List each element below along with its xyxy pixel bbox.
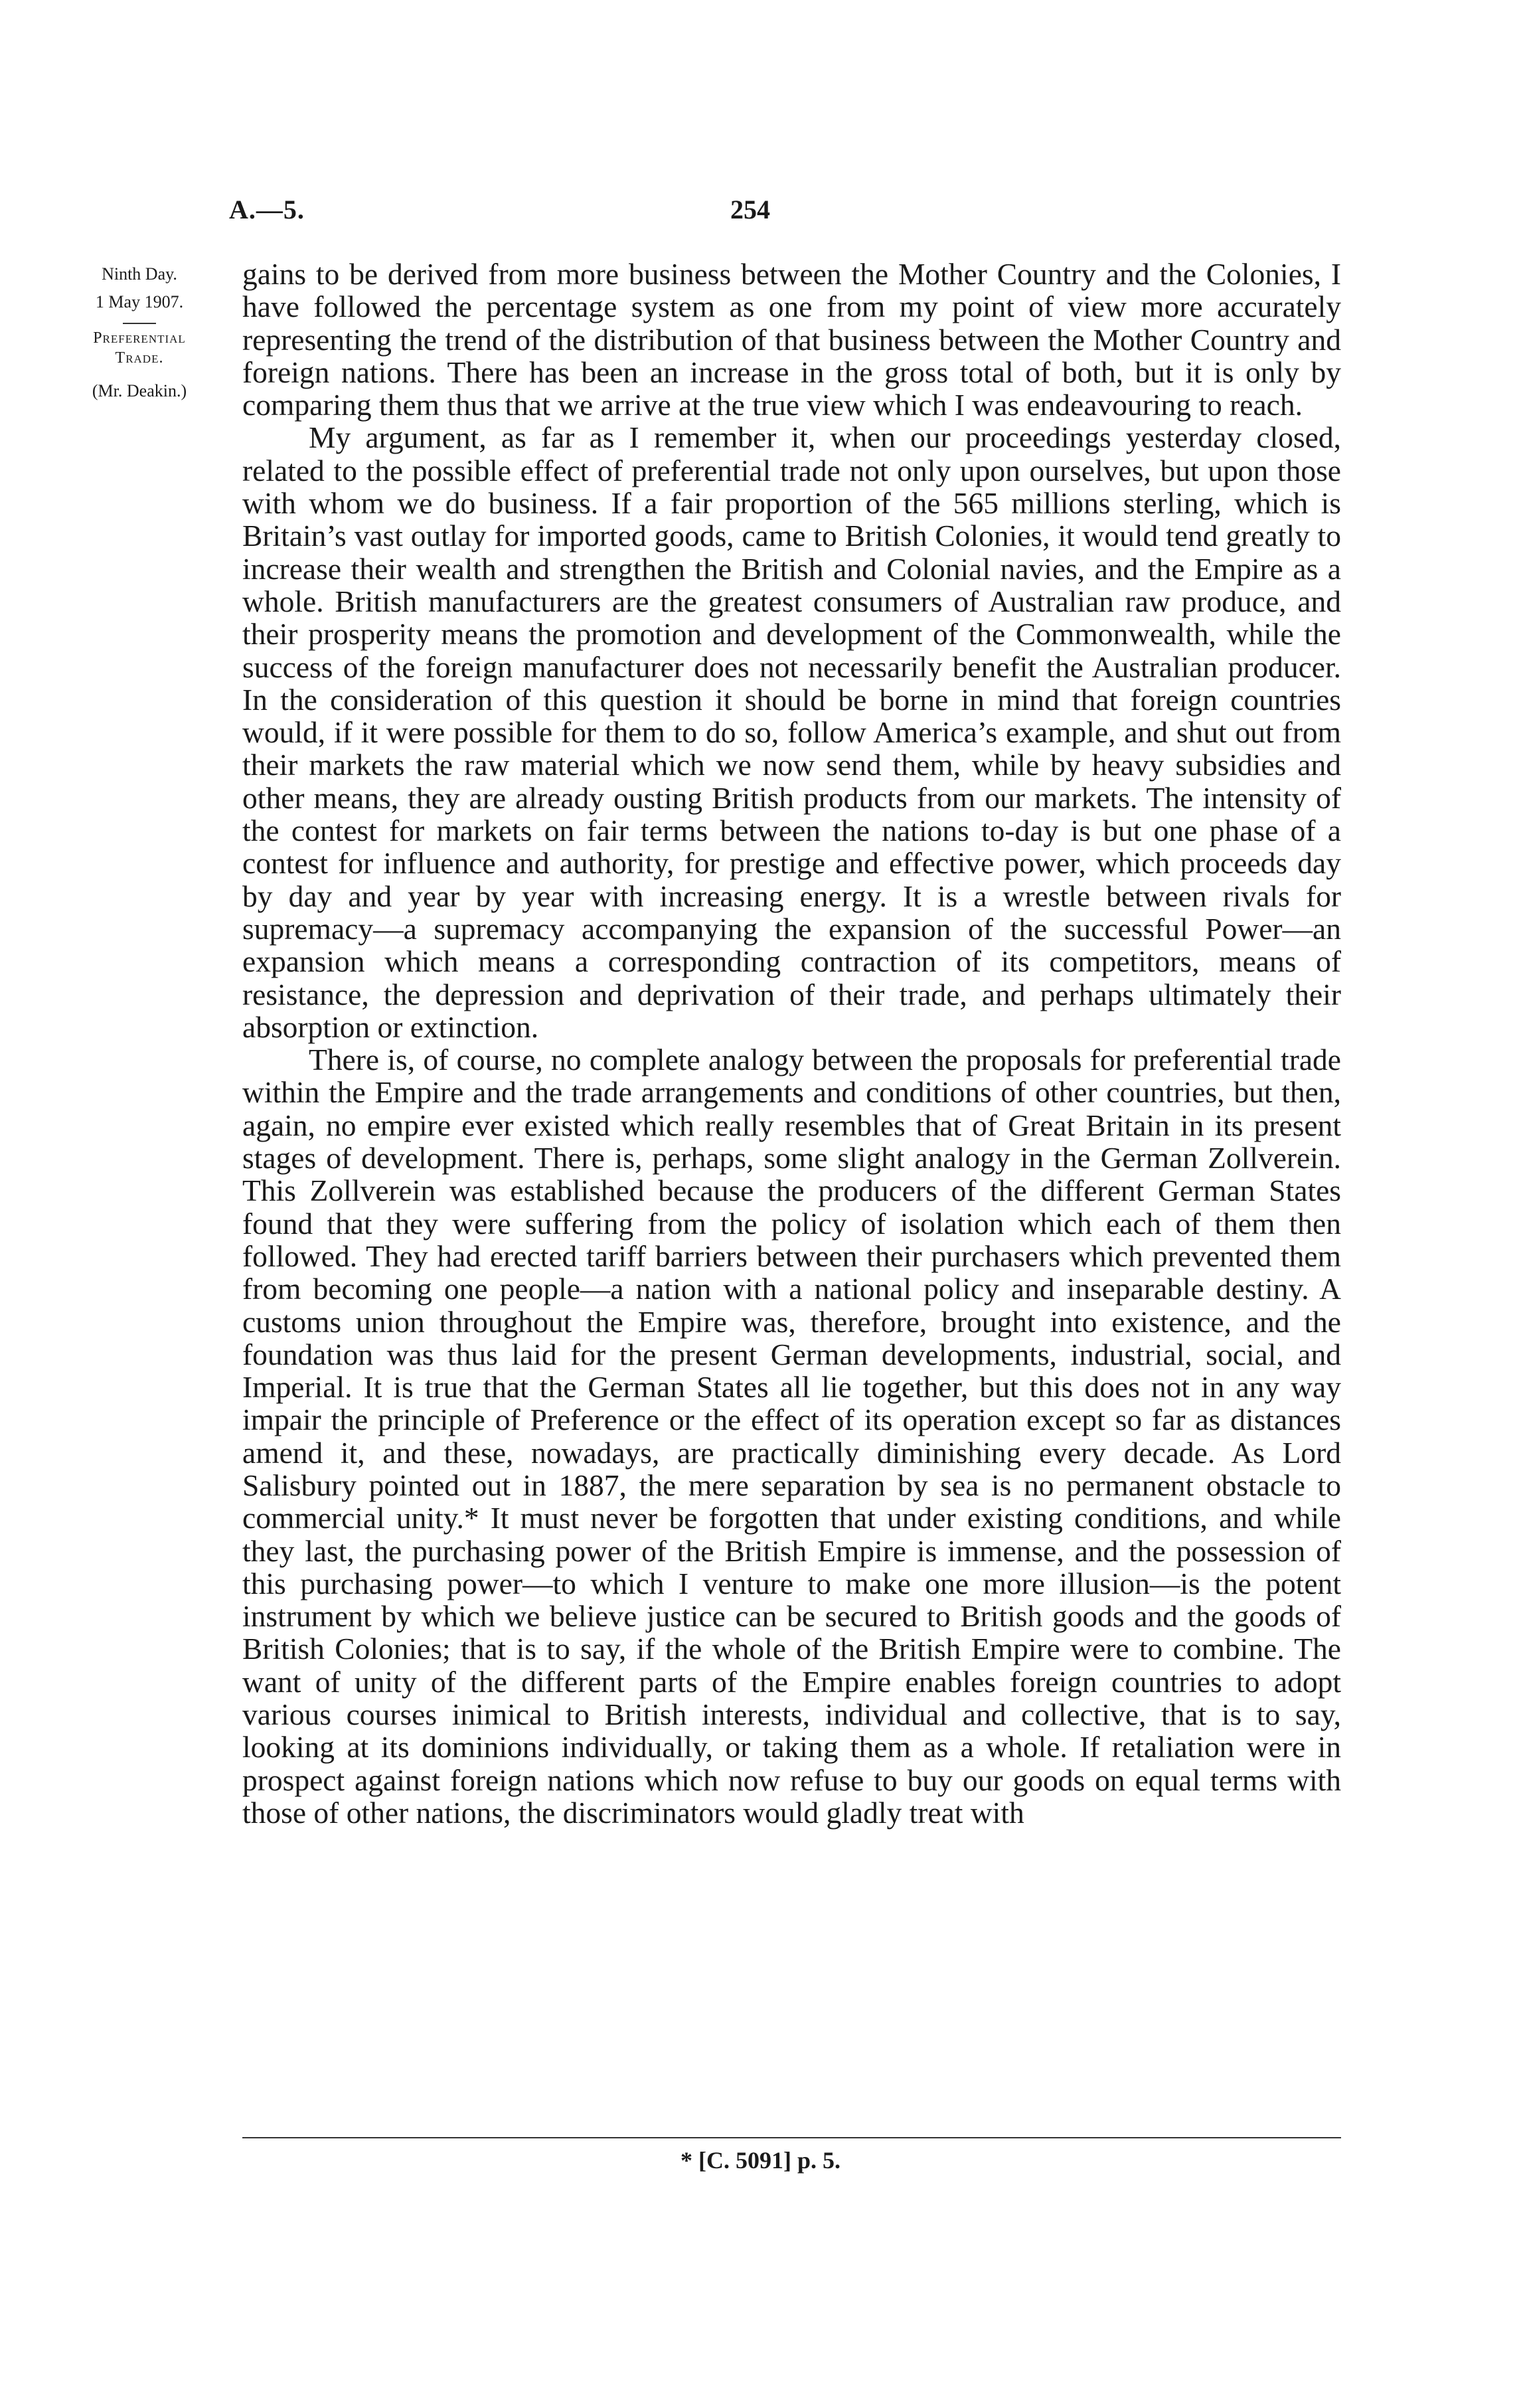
document-code: A.—5.: [229, 195, 305, 224]
margin-note: [46, 260, 232, 405]
margin-subject-line2: Trade.: [115, 349, 164, 367]
margin-date: 1 May 1907.: [95, 292, 184, 311]
margin-divider: [123, 323, 156, 324]
paragraph-3: There is, of course, no complete analogy between the proposals for preferential trade within the Empire and the trade arrangements and conditions of other countries, but then, again, no empire ever existed which really resembles that of Great Britain in its present stages of development. There is, perhaps, some slight analogy in the German Zollverein. This Zollverein was established because the producers of the different German States found that they were suffering from the policy of isolation which each of them then followed. They had erected tariff barriers between their purchasers which prevented them from becoming one people—a nation with a national policy and inseparable destiny. A customs union throughout the Empire was, therefore, brought into existence, and the foundation was thus laid for the present German developments, industrial, social, and Imperial. It is true that the German States all lie together, but this does not in any way impair the principle of Preference or the effect of its operation except so far as distances amend it, and these, nowadays, are practically diminishing every decade. As Lord Salisbury pointed out in 1887, the mere separation by sea is no permanent obstacle to commercial unity.* It must never be forgotten that under existing conditions, and while they last, the purchasing power of the British Empire is immense, and the possession of this purchasing power—to which I venture to make one more illusion—is the potent instrument by which we believe justice can be secured to British goods and the goods of British Colonies; that is to say, if the whole of the British Empire were to combine. The want of unity of the different parts of the Empire enables foreign countries to adopt various courses inimical to British interests, individual and collective, that is to say, looking at its dominions individually, or taking them as a whole. If retaliation were in prospect against foreign nations which now refuse to buy our goods on equal terms with those of other nations, the discriminators would gladly treat with: [242, 1043, 1341, 1830]
margin-subject-line1: Preferential: [93, 329, 186, 347]
margin-day: Ninth Day.: [102, 264, 177, 284]
footnote-divider: [242, 2137, 1341, 2138]
footnote: * [C. 5091] p. 5.: [680, 2147, 841, 2174]
main-body: [242, 258, 1341, 1829]
page-number: 254: [730, 195, 770, 224]
paragraph-2: My argument, as far as I remember it, when our proceedings yesterday closed, related to the possible effect of preferential trade not only upon ourselves, but upon those with whom we do business. If a fair proportion of the 565 millions sterling, which is Britain’s vast outlay for imported goods, came to British Colonies, it would tend greatly to increase their wealth and strengthen the British and Colonial navies, and the Empire as a whole. British manufacturers are the greatest consumers of Australian raw produce, and their prosperity means the promotion and development of the Commonwealth, while the success of the foreign manufacturer does not necessarily benefit the Australian producer. In the consideration of this question it should be borne in mind that foreign countries would, if it were possible for them to do so, follow America’s example, and shut out from their markets the raw material which we now send them, while by heavy subsidies and other means, they are already ousting British products from our markets. The intensity of the contest for markets on fair terms between the nations to-day is but one phase of a contest for influence and authority, for prestige and effective power, which proceeds day by day and year by year with increasing energy. It is a wrestle between rivals for supremacy—a supremacy accompanying the expansion of the successful Power—an expansion which means a corresponding contraction of its competitors, means of resistance, the depression and deprivation of their trade, and perhaps ultimately their absorption or extinction.: [242, 420, 1341, 1044]
margin-speaker: (Mr. Deakin.): [92, 381, 187, 400]
paragraph-1: gains to be derived from more business between the Mother Country and the Colonies, I have followed the percentage system as one from my point of view more accurately representing the trend of the distribution of that business between the Mother Country and foreign nations. There has been an increase in the gross total of both, but it is only by comparing them thus that we arrive at the true view which I was endeavouring to reach.: [242, 257, 1341, 422]
